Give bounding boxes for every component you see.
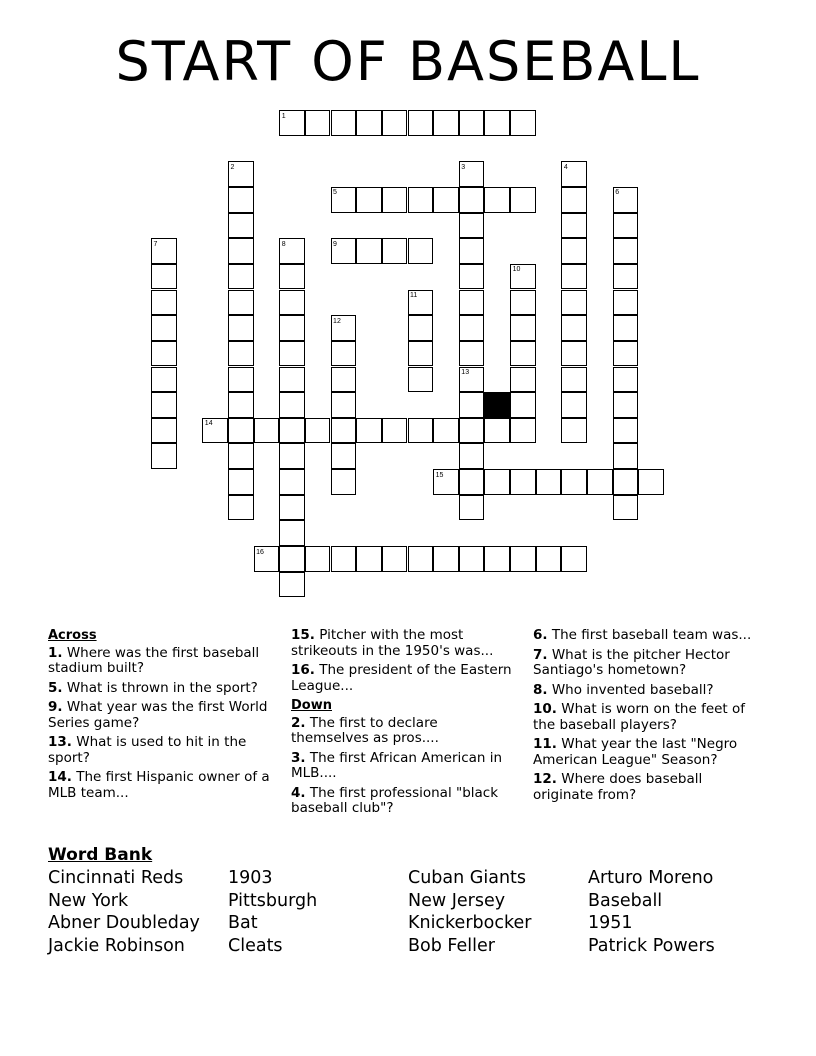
grid-cell[interactable] [279,238,305,264]
grid-cell[interactable] [459,290,485,316]
clue-number: 13 [461,369,470,376]
clue-across-14: 14. The first Hispanic owner of a MLB team... [48,769,270,801]
grid-cell[interactable] [638,469,664,495]
grid-cell[interactable] [254,546,280,572]
grid-cell[interactable] [484,546,510,572]
clue-down-10: 10. What is worn on the feet of the baseball players? [533,701,746,733]
grid-cell[interactable] [151,290,177,316]
grid-cell[interactable] [228,213,254,239]
grid-cell[interactable] [279,315,305,341]
grid-cell[interactable] [254,418,280,444]
word-bank-item: Baseball [588,891,663,911]
clue-number: 1 [281,112,286,120]
grid-cell[interactable] [561,187,587,213]
grid-cell[interactable] [613,315,639,341]
grid-cell[interactable] [510,367,536,393]
word-bank-item: Bob Feller [408,936,495,956]
grid-cell[interactable] [151,443,177,469]
grid-cell[interactable] [228,392,254,418]
grid-cell[interactable] [613,290,639,316]
grid-cell[interactable] [536,469,562,495]
grid-cell[interactable] [613,213,639,239]
clue-down-2: 2. The first to declare themselves as pros.... [291,714,439,746]
grid-cell[interactable] [459,469,485,495]
word-bank-item: Cleats [228,936,283,956]
grid-cell[interactable] [510,264,536,290]
grid-cell[interactable] [561,546,587,572]
grid-cell[interactable] [279,367,305,393]
clue-across-15: 15. Pitcher with the most strikeouts in the 1950's was... [291,627,494,659]
word-bank-item: Arturo Moreno [588,868,714,888]
grid-cell[interactable] [408,187,434,213]
clue-number: 4 [563,163,568,171]
grid-cell[interactable] [408,110,434,136]
grid-cell[interactable] [408,341,434,367]
grid-cell[interactable] [561,161,587,187]
grid-cell[interactable] [305,418,331,444]
grid-cell[interactable] [459,110,485,136]
grid-cell[interactable] [459,443,485,469]
grid-cell[interactable] [459,341,485,367]
clue-number: 10 [512,266,521,274]
grid-cell[interactable] [228,469,254,495]
grid-cell[interactable] [613,341,639,367]
grid-cell[interactable] [228,418,254,444]
grid-cell[interactable] [433,418,459,444]
word-bank-item: Knickerbocker [408,913,532,933]
clue-number: 14 [204,420,213,428]
grid-cell[interactable] [561,367,587,393]
grid-cell[interactable] [459,418,485,444]
grid-cell[interactable] [613,238,639,264]
grid-cell[interactable] [459,187,485,213]
word-bank-item: Bat [228,913,258,933]
clue-across-5: 5. What is thrown in the sport? [48,679,258,696]
grid-cell[interactable] [279,572,305,598]
grid-cell[interactable] [433,110,459,136]
clue-number: 6 [615,189,620,197]
word-bank-item: Cuban Giants [408,868,527,888]
grid-cell[interactable] [613,367,639,393]
word-bank-item: Patrick Powers [588,936,715,956]
grid-cell[interactable] [459,264,485,290]
grid-cell[interactable] [484,187,510,213]
grid-cell[interactable] [228,290,254,316]
grid-cell[interactable] [484,418,510,444]
clue-down-8: 8. Who invented baseball? [533,681,714,698]
grid-cell[interactable] [228,367,254,393]
grid-cell[interactable] [561,315,587,341]
grid-cell[interactable] [459,161,485,187]
grid-cell[interactable] [151,341,177,367]
grid-cell[interactable] [228,341,254,367]
grid-cell[interactable] [331,443,357,469]
grid-cell[interactable] [561,392,587,418]
word-bank-item: 1951 [588,913,633,933]
grid-cell[interactable] [382,418,408,444]
grid-cell[interactable] [484,469,510,495]
word-bank-title: Word Bank [48,845,153,865]
grid-cell[interactable] [459,546,485,572]
grid-cell[interactable] [408,290,434,316]
clue-across-16: 16. The president of the Eastern League... [291,662,512,694]
grid-cell[interactable] [356,238,382,264]
grid-cell[interactable] [279,546,305,572]
grid-cell[interactable] [151,264,177,290]
grid-cell[interactable] [331,110,357,136]
grid-cell[interactable] [408,418,434,444]
grid-cell[interactable] [151,238,177,264]
grid-cell[interactable] [536,546,562,572]
across-header: Across [48,628,97,643]
grid-cell[interactable] [279,392,305,418]
grid-cell[interactable] [331,315,357,341]
word-bank-item: New York [48,891,129,911]
grid-cell[interactable] [408,315,434,341]
grid-cell[interactable] [561,290,587,316]
clue-across-9: 9. What year was the first World Series game? [48,699,268,731]
clue-down-6: 6. The first baseball team was... [533,627,752,643]
clue-number: 12 [333,317,341,325]
grid-cell[interactable] [279,469,305,495]
grid-cell[interactable] [279,341,305,367]
grid-cell[interactable] [459,315,485,341]
grid-cell[interactable] [613,469,639,495]
grid-cell[interactable] [510,341,536,367]
grid-cell[interactable] [279,264,305,290]
grid-cell[interactable] [331,238,357,264]
clue-column-1 [48,628,270,805]
grid-cell[interactable] [305,546,331,572]
grid-cell[interactable] [382,110,408,136]
word-bank-item: Cincinnati Reds [48,868,184,888]
grid-cell[interactable] [561,213,587,239]
word-bank-item: Jackie Robinson [48,936,185,956]
grid-cell[interactable] [356,110,382,136]
grid-cell[interactable] [279,110,305,136]
grid-cell[interactable] [151,392,177,418]
grid-cell[interactable] [433,546,459,572]
clue-down-7: 7. What is the pitcher Hector Santiago's hometown? [533,646,730,678]
grid-cell[interactable] [305,110,331,136]
grid-cell[interactable] [510,110,536,136]
clue-number: 9 [333,240,337,248]
grid-cell[interactable] [561,341,587,367]
grid-cell[interactable] [331,469,357,495]
grid-cell[interactable] [510,546,536,572]
grid-cell[interactable] [613,418,639,444]
clue-down-12: 12. Where does baseball originate from? [533,771,703,803]
grid-cell[interactable] [459,238,485,264]
grid-cell[interactable] [459,495,485,521]
grid-cell[interactable] [356,418,382,444]
grid-cell[interactable] [356,546,382,572]
grid-cell[interactable] [151,315,177,341]
grid-cell[interactable] [459,367,485,393]
grid-cell[interactable] [561,469,587,495]
grid-cell[interactable] [331,187,357,213]
grid-cell[interactable] [228,443,254,469]
grid-cell[interactable] [510,290,536,316]
grid-cell[interactable] [382,546,408,572]
grid-cell[interactable] [510,315,536,341]
clue-number: 3 [461,163,466,171]
grid-cell[interactable] [279,495,305,521]
grid-cell[interactable] [613,392,639,418]
word-bank-item: New Jersey [408,891,506,911]
grid-cell[interactable] [228,238,254,264]
grid-cell[interactable] [382,238,408,264]
grid-cell[interactable] [459,392,485,418]
clue-number: 8 [281,240,286,248]
word-bank-item: Abner Doubleday [48,913,200,933]
down-header: Down [291,698,332,713]
grid-cell[interactable] [279,418,305,444]
grid-cell[interactable] [228,315,254,341]
clue-down-3: 3. The first African American in MLB.... [291,749,503,781]
grid-cell[interactable] [408,238,434,264]
grid-cell[interactable] [459,213,485,239]
clue-number: 11 [410,292,418,300]
grid-cell[interactable] [561,238,587,264]
grid-cell[interactable] [408,367,434,393]
grid-cell[interactable] [408,546,434,572]
grid-cell[interactable] [228,187,254,213]
clue-number: 16 [256,548,264,556]
word-bank-item: Pittsburgh [228,891,318,911]
grid-cell[interactable] [228,161,254,187]
grid-cell[interactable] [613,187,639,213]
grid-cell[interactable] [279,520,305,546]
grid-cell[interactable] [151,367,177,393]
clue-number: 2 [230,163,235,171]
grid-cell[interactable] [331,392,357,418]
grid-cell[interactable] [561,418,587,444]
clue-column-3 [533,628,763,807]
grid-cell[interactable] [382,187,408,213]
puzzle-title: START OF BASEBALL [115,30,701,93]
grid-cell[interactable] [484,110,510,136]
grid-cell[interactable] [510,392,536,418]
clue-number: 7 [153,240,158,248]
grid-cell[interactable] [202,418,228,444]
grid-cell[interactable] [331,341,357,367]
grid-cell[interactable] [279,443,305,469]
grid-cell[interactable] [510,187,536,213]
clue-down-4: 4. The first professional "black baseball club"? [291,784,499,816]
grid-cell[interactable] [613,443,639,469]
grid-cell[interactable] [433,187,459,213]
clue-number: 5 [333,189,337,197]
grid-cell[interactable] [331,418,357,444]
black-cell [484,392,510,418]
clue-across-13: 13. What is used to hit in the sport? [48,734,247,766]
grid-cell[interactable] [279,290,305,316]
clue-down-11: 11. What year the last "Negro American League" Season? [533,736,738,768]
grid-cell[interactable] [613,264,639,290]
word-bank-item: 1903 [228,868,273,888]
grid-cell[interactable] [433,469,459,495]
grid-cell[interactable] [561,264,587,290]
grid-cell[interactable] [510,418,536,444]
grid-cell[interactable] [228,264,254,290]
clue-across-1: 1. Where was the first baseball stadium built? [48,644,260,676]
grid-cell[interactable] [151,418,177,444]
grid-cell[interactable] [510,469,536,495]
grid-cell[interactable] [331,367,357,393]
clue-column-2 [291,628,513,821]
grid-cell[interactable] [587,469,613,495]
clue-number: 15 [435,471,444,479]
grid-cell[interactable] [356,187,382,213]
grid-cell[interactable] [331,546,357,572]
grid-cell[interactable] [613,495,639,521]
grid-cell[interactable] [228,495,254,521]
